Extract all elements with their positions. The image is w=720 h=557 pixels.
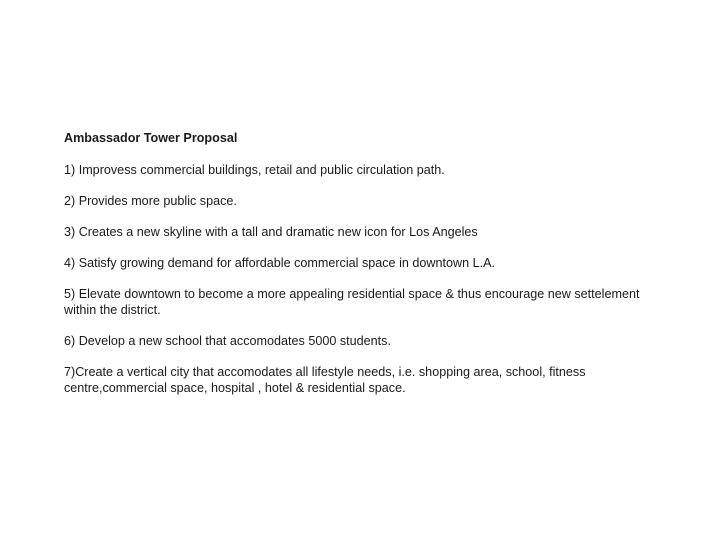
document-body — [64, 130, 664, 411]
proposal-item-6: 6) Develop a new school that accomodates 5000 students. — [64, 334, 391, 348]
proposal-item-2: 2) Provides more public space. — [64, 194, 237, 208]
document-title: Ambassador Tower Proposal — [64, 131, 238, 145]
proposal-item-3: 3) Creates a new skyline with a tall and dramatic new icon for Los Angeles — [64, 225, 478, 239]
proposal-item-7: 7)Create a vertical city that accomodates all lifestyle needs, i.e. shopping area, school, fitness centre,commercial space, hospital , hotel & residential space. — [64, 365, 586, 395]
proposal-item-4: 4) Satisfy growing demand for affordable commercial space in downtown L.A. — [64, 256, 495, 270]
proposal-item-5: 5) Elevate downtown to become a more appealing residential space & thus encourage new settelement within the district. — [64, 287, 640, 317]
proposal-item-1: 1) Improvess commercial buildings, retail and public circulation path. — [64, 163, 445, 177]
